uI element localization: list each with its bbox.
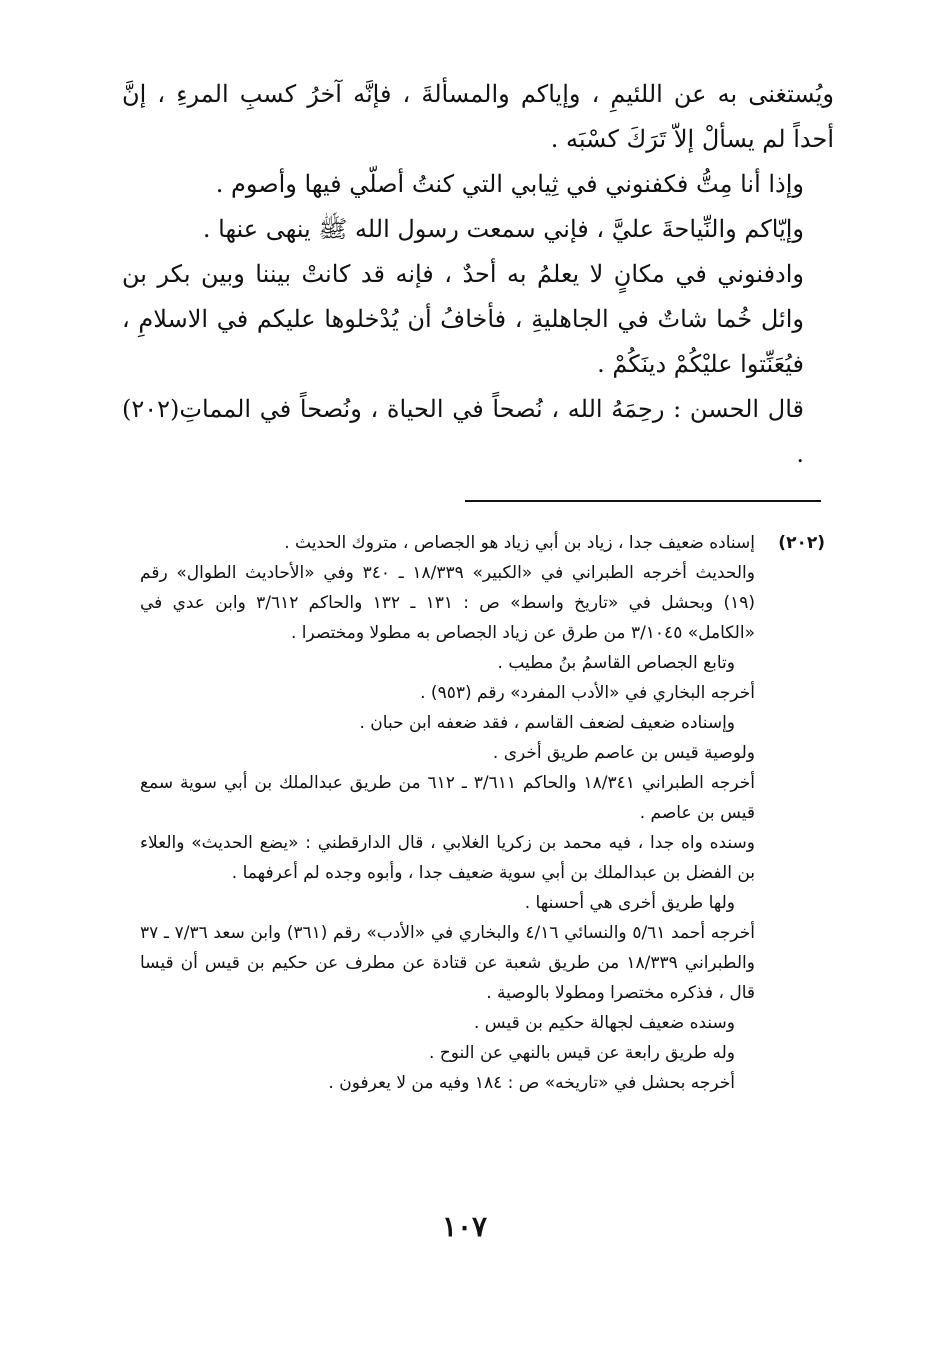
- main-paragraph: قال الحسن : رحِمَهُ الله ، نُصحاً في الحياة ، ونُصحاً في المماتِ(٢٠٢) .: [122, 395, 804, 468]
- main-text-block: [122, 72, 834, 477]
- footnote-line: إسناده ضعيف جدا ، زياد بن أبي زياد هو الجصاص ، متروك الحديث .: [284, 533, 755, 553]
- footnote-line: أخرجه بحشل في «تاريخه» ص : ١٨٤ وفيه من لا يعرفون .: [328, 1073, 735, 1093]
- footnote-line: أخرجه الطبراني ١٨/٣٤١ والحاكم ٣/٦١١ ـ ٦١٢ من طريق عبدالملك بن أبي سوية سمع قيس بن عاصم .: [140, 773, 755, 823]
- main-paragraph: وادفنوني في مكانٍ لا يعلمُ به أحدٌ ، فإنه قد كانتْ بيننا وبين بكر بن وائل خُما شاتٌ في الجاهليةِ ، فأخافُ أن يُدْخلوها عليكم في الاسلامِ ، فيُعَنِّتوا عليْكُمْ دينَكُمْ .: [122, 260, 804, 378]
- main-paragraph: وإذا أنا مِتُّ فكفنوني في ثِيابي التي كنتُ أصلّي فيها وأصوم .: [215, 170, 804, 198]
- main-paragraph: ويُستغنى به عن اللئيمِ ، وإياكم والمسألةَ ، فإنَّه آخرُ كسبِ المرءِ ، إنَّ أحداً لم يسألْ إلاّ تَرَكَ كسْبَه .: [122, 80, 834, 153]
- footnote-line: وتابع الجصاص القاسمُ بنُ مطيب .: [497, 653, 735, 673]
- footnote-block: [140, 528, 825, 1098]
- footnote-number: (٢٠٢): [778, 533, 825, 553]
- page-number: ١٠٧: [441, 1210, 488, 1243]
- footnote-line: وإسناده ضعيف لضعف القاسم ، فقد ضعفه ابن حبان .: [359, 713, 735, 733]
- footnote-line: وسنده ضعيف لجهالة حكيم بن قيس .: [473, 1013, 735, 1033]
- footnote-line: ولها طريق أخرى هي أحسنها .: [524, 893, 735, 913]
- footnote-line: أخرجه البخاري في «الأدب المفرد» رقم (٩٥٣) .: [420, 683, 755, 703]
- main-paragraph: وإيّاكم والنِّياحةَ عليَّ ، فإني سمعت رسول الله ﷺ ينهى عنها .: [202, 215, 804, 243]
- footnote-line: ولوصية قيس بن عاصم طريق أخرى .: [492, 743, 755, 763]
- footnote-line: والحديث أخرجه الطبراني في «الكبير» ١٨/٣٣٩ ـ ٣٤٠ وفي «الأحاديث الطوال» رقم (١٩) وبحشل في «تاريخ واسط» ص : ١٣١ ـ ١٣٢ والحاكم ٣/٦١٢ وابن عدي في «الكامل» ٣/١٠٤٥ من طرق عن زياد الجصاص به مطولا ومختصرا .: [140, 563, 755, 643]
- footnote-body: [140, 528, 755, 1098]
- footnote-line: أخرجه أحمد ٥/٦١ والنسائي ٤/١٦ والبخاري في «الأدب» رقم (٣٦١) وابن سعد ٧/٣٦ ـ ٣٧ والطبراني ١٨/٣٣٩ من طريق شعبة عن قتادة عن مطرف عن حكيم بن قيس أن قيسا قال ، فذكره مختصرا ومطولا بالوصية .: [140, 923, 755, 1003]
- footnote-line: وسنده واه جدا ، فيه محمد بن زكريا الغلابي ، قال الدارقطني : «يضع الحديث» والعلاء بن الفضل بن عبدالملك بن أبي سوية ضعيف جدا ، وأبوه وجده لم أعرفهما .: [140, 833, 755, 883]
- footnote-line: وله طريق رابعة عن قيس بالنهي عن النوح .: [428, 1043, 735, 1063]
- footnote-separator: [465, 500, 821, 502]
